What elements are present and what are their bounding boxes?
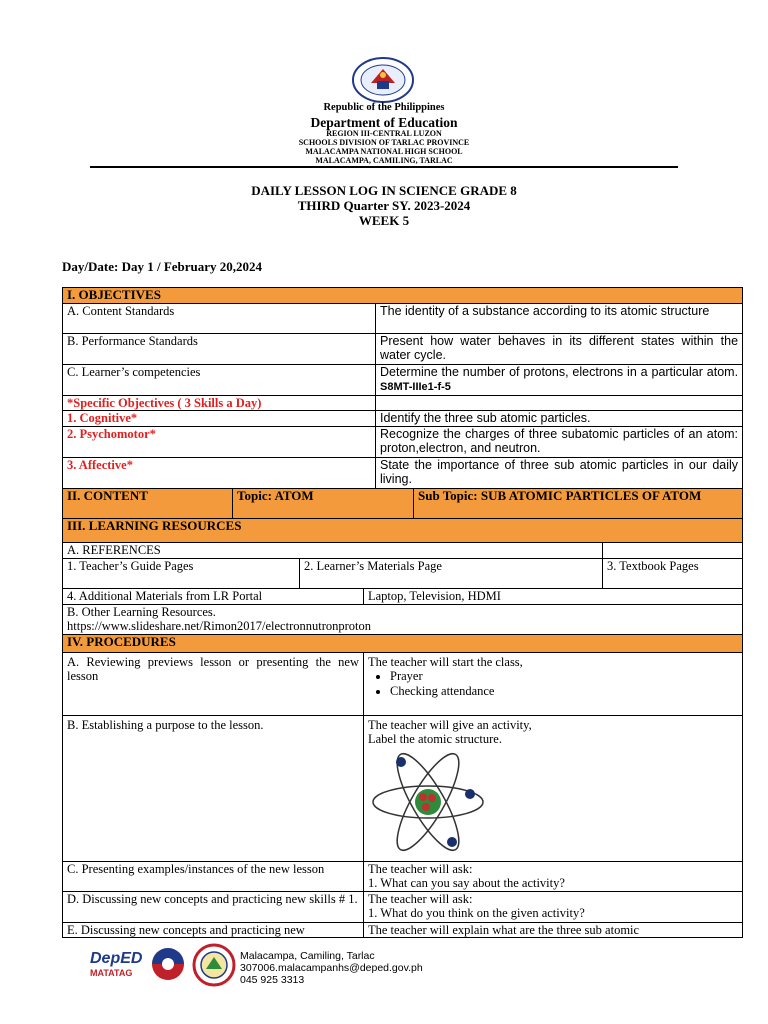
deped-logo-text: DepED bbox=[90, 950, 143, 967]
doc-week: WEEK 5 bbox=[358, 213, 410, 228]
matatag-logo-text: MATATAG bbox=[90, 968, 133, 978]
procedure-c-label: C. Presenting examples/instances of the new lesson bbox=[63, 862, 364, 892]
affective-label: 3. Affective* bbox=[63, 458, 376, 489]
cognitive-label: 1. Cognitive* bbox=[63, 411, 376, 427]
department-text: Department of Education bbox=[310, 115, 458, 130]
deped-seal bbox=[351, 57, 415, 103]
footer-email[interactable]: 307006.malacampanhs@deped.gov.ph bbox=[240, 962, 423, 974]
header-divider bbox=[90, 166, 678, 168]
procedure-c-line1: The teacher will ask: bbox=[368, 862, 473, 876]
deped-matatag-logo bbox=[90, 950, 142, 986]
procedure-b-cell bbox=[364, 716, 743, 862]
address-text: MALACAMPA, CAMILING, TARLAC bbox=[315, 156, 453, 165]
cognitive-value: Identify the three sub atomic particles. bbox=[376, 411, 743, 427]
procedure-b-line1: The teacher will give an activity, bbox=[368, 718, 532, 732]
procedure-d-cell bbox=[364, 892, 743, 923]
textbook-label: 3. Textbook Pages bbox=[603, 559, 743, 589]
procedure-b-label: B. Establishing a purpose to the lesson. bbox=[63, 716, 364, 862]
objectives-heading: I. OBJECTIVES bbox=[63, 288, 743, 304]
content-heading: II. CONTENT bbox=[63, 489, 233, 519]
content-standards-label: A. Content Standards bbox=[63, 304, 376, 334]
republic-text: Republic of the Philippines bbox=[323, 102, 445, 113]
procedure-e-value: The teacher will explain what are the three sub atomic bbox=[364, 923, 743, 938]
other-resources-cell bbox=[63, 605, 743, 635]
procedure-d-line2: 1. What do you think on the given activity? bbox=[368, 906, 585, 920]
topic-label: Topic: ATOM bbox=[233, 489, 414, 519]
school-logo bbox=[192, 943, 236, 987]
procedures-heading: IV. PROCEDURES bbox=[63, 635, 743, 653]
teachers-guide-label: 1. Teacher’s Guide Pages bbox=[63, 559, 300, 589]
resources-heading: III. LEARNING RESOURCES bbox=[63, 519, 743, 543]
procedure-c-line2: 1. What can you say about the activity? bbox=[368, 876, 565, 890]
lesson-log-table bbox=[62, 287, 743, 938]
other-resources-label: B. Other Learning Resources. bbox=[67, 605, 216, 619]
competency-code: S8MT-IIIe1-f-5 bbox=[380, 381, 451, 393]
procedure-a-label: A. Reviewing previews lesson or presenting the new lesson bbox=[63, 653, 364, 716]
footer-contact bbox=[240, 950, 423, 986]
procedure-e-label: E. Discussing new concepts and practicing new bbox=[63, 923, 364, 938]
footer-phone: 045 925 3313 bbox=[240, 974, 305, 986]
performance-standards-value: Present how water behaves in its different states within the water cycle. bbox=[376, 334, 743, 365]
day-date: Day/Date: Day 1 / February 20,2024 bbox=[62, 259, 263, 274]
procedure-b-line2: Label the atomic structure. bbox=[368, 732, 502, 746]
content-standards-value: The identity of a substance according to its atomic structure bbox=[376, 304, 743, 334]
division-text: SCHOOLS DIVISION OF TARLAC PROVINCE bbox=[298, 138, 470, 147]
other-resources-link[interactable]: https://www.slideshare.net/Rimon2017/electronnutronproton bbox=[67, 619, 372, 633]
procedure-d-line1: The teacher will ask: bbox=[368, 892, 473, 906]
psychomotor-value: Recognize the charges of three subatomic particles of an atom: proton,electron, and neutron. bbox=[376, 427, 743, 458]
procedure-a-cell bbox=[364, 653, 743, 716]
competencies-value: Determine the number of protons, electrons in a particular atom. bbox=[380, 365, 739, 379]
subtopic-label: Sub Topic: SUB ATOMIC PARTICLES OF ATOM bbox=[414, 489, 743, 519]
additional-materials-value: Laptop, Television, HDMI bbox=[364, 589, 743, 605]
footer-address: Malacampa, Camiling, Tarlac bbox=[240, 950, 375, 962]
procedure-a-item: • Checking attendance bbox=[390, 684, 738, 699]
doc-quarter: THIRD Quarter SY. 2023-2024 bbox=[297, 198, 471, 213]
additional-materials-label: 4. Additional Materials from LR Portal bbox=[63, 589, 364, 605]
doc-title: DAILY LESSON LOG IN SCIENCE GRADE 8 bbox=[251, 183, 517, 198]
bagong-pilipinas-logo bbox=[147, 946, 189, 984]
affective-value: State the importance of three sub atomic particles in our daily living. bbox=[376, 458, 743, 489]
references-label: A. REFERENCES bbox=[63, 543, 603, 559]
procedure-a-item: • Prayer bbox=[390, 669, 738, 684]
procedure-d-label: D. Discussing new concepts and practicing new skills # 1. bbox=[63, 892, 364, 923]
atom-diagram bbox=[368, 752, 488, 852]
learners-materials-label: 2. Learner’s Materials Page bbox=[300, 559, 603, 589]
psychomotor-label: 2. Psychomotor* bbox=[63, 427, 376, 458]
specific-objectives-label: *Specific Objectives ( 3 Skills a Day) bbox=[63, 396, 376, 411]
school-text: MALACAMPA NATIONAL HIGH SCHOOL bbox=[305, 147, 463, 156]
performance-standards-label: B. Performance Standards bbox=[63, 334, 376, 365]
region-text: REGION III-CENTRAL LUZON bbox=[326, 129, 442, 138]
competencies-label: C. Learner’s competencies bbox=[63, 365, 376, 396]
competencies-cell bbox=[376, 365, 743, 396]
procedure-c-cell bbox=[364, 862, 743, 892]
procedure-a-intro: The teacher will start the class, bbox=[368, 655, 523, 669]
